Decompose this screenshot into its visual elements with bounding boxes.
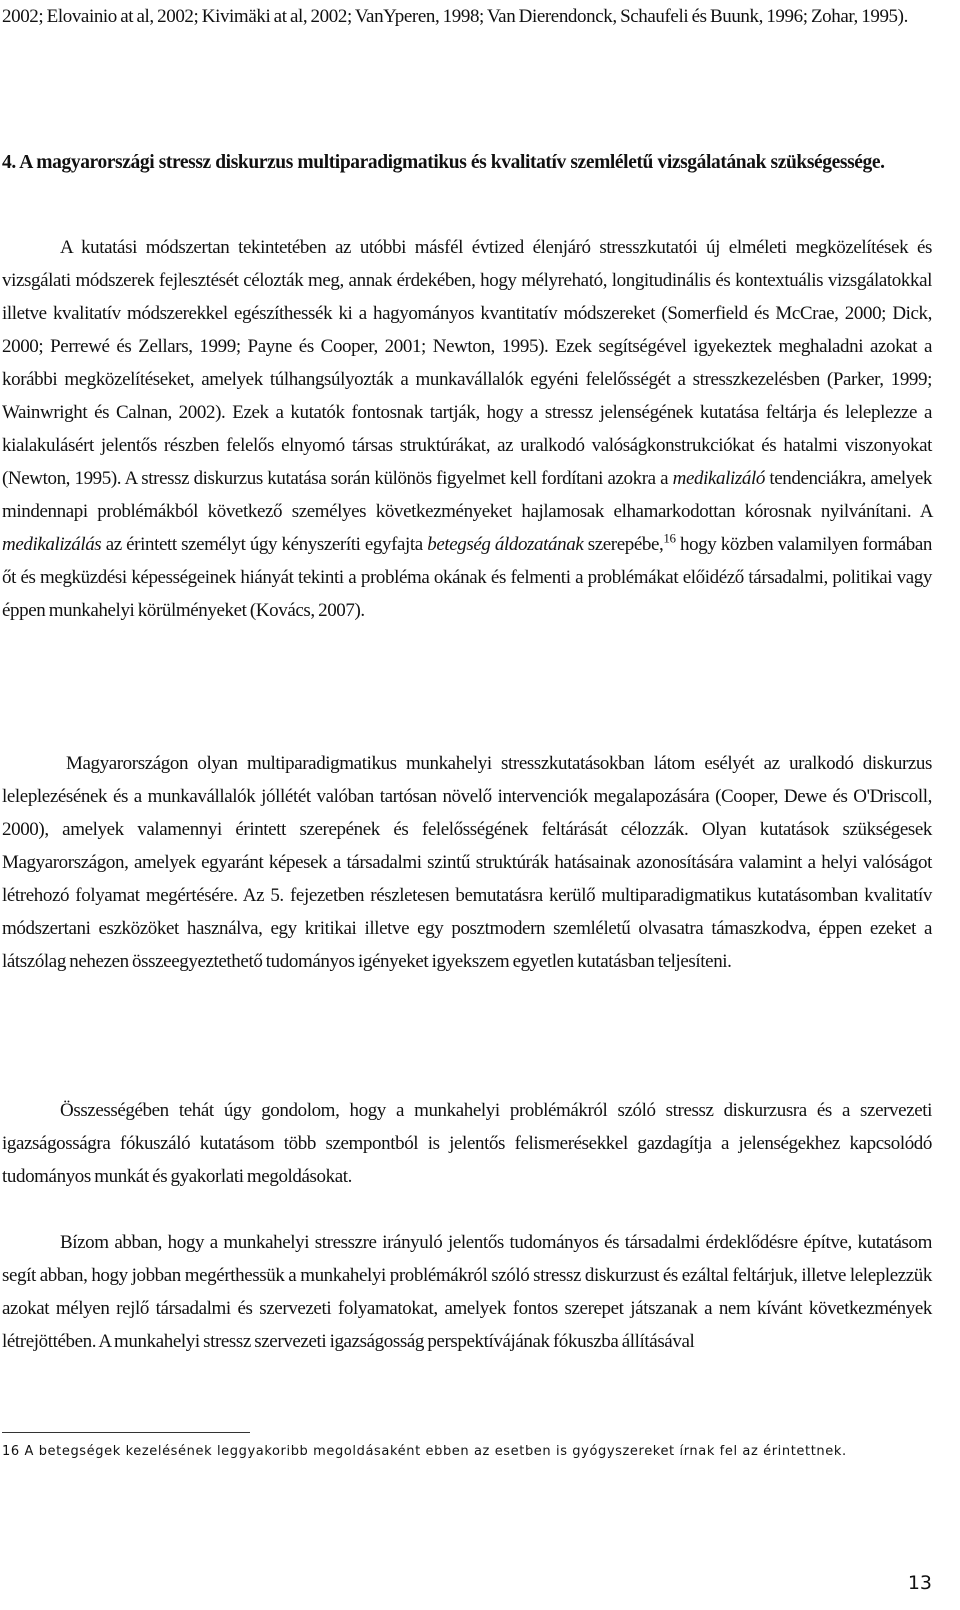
paragraph-summary (2, 1094, 932, 1193)
paragraph1-part1: A kutatási módszertan tekintetében az utóbbi másfél évtized élenjáró stresszkutatói új elméleti megközelítések és vizsgálati módszerek fejlesztését célozták meg, annak érdekében, hogy mélyreható, longitudinális és kontextuális vizsgálatokkal illetve kvalitatív módszerekkel egészíthessék ki a hagyományos kvantitatív módszereket (Somerfield és McCrae, 2000; Dick, 2000; Perrewé és Zellars, 1999; Payne és Cooper, 2001; Newton, 1995). Ezek segítségével igyekeztek meghaladni azokat a korábbi megközelítéseket, amelyek túlhangsúlyozták a munkavállalók egyéni felelősségét a stresszkezelésben (Parker, 1999; Wainwright és Calnan, 2002). Ezek a kutatók fontosnak tartják, hogy a stressz jelenségének kutatása feltárja és leleplezze a kialakulásért jelentős részben felelős elnyomó társas struktúrákat, az uralkodó valóságkonstrukciókat és hatalmi viszonyokat (Newton, 1995). A stressz diskurzus kutatása során különös figyelmet kell fordítani azokra a (2, 237, 932, 489)
paragraph3-text: Összességében tehát úgy gondolom, hogy a munkahelyi problémákról szóló stressz diskurzusra és a szervezeti igazságosságra fókuszáló kutatásom több szempontból is jelentős felismerésekkel gazdagítja a jelenségekhez kapcsolódó tudományos munkát és gyakorlati megoldásokat. (2, 1100, 932, 1187)
paragraph-conclusion (2, 1226, 932, 1358)
paragraph1-italic-medikalizalo: medikalizáló (672, 468, 765, 489)
paragraph2-text: Magyarországon olyan multiparadigmatikus munkahelyi stresszkutatásokban látom esélyét az uralkodó diskurzus leleplezésének és a munkavállalók jóllétét valóban tartósan növelő intervenciók megalapozására (Cooper, Dewe és O'Driscoll, 2000), amelyek valamennyi érintett szerepének és felelősségének feltárását célozzák. Olyan kutatások szükségesek Magyarországon, amelyek egyaránt képesek a társadalmi szintű struktúrák hatásainak azonosítására valamint a helyi valóságot létrehozó folyamat megértésére. Az 5. fejezetben részletesen bemutatásra kerülő multiparadigmatikus kutatásomban kvalitatív módszertani eszközöket használva, egy kritikai illetve egy posztmodern szemléletű olvasatra támaszkodva, éppen ezeket a látszólag nehezen összeegyeztethető tudományos igényeket igyekszem egyetlen kutatásban teljesíteni. (2, 753, 932, 972)
paragraph4-text: Bízom abban, hogy a munkahelyi stresszre irányuló jelentős tudományos és társadalmi érdeklődésre építve, kutatásom segít abban, hogy jobban megérthessük a munkahelyi problémákról szóló stressz diskurzust és ezáltal feltárjuk, illetve leleplezzük azokat mélyen rejlő társadalmi és szervezeti folyamatokat, amelyek fontos szerepet játszanak a nem kívánt következmények létrejöttében. A munkahelyi stressz szervezeti igazságosság perspektívájának fókuszba állításával (2, 1232, 932, 1352)
paragraph-research-methodology (2, 231, 932, 627)
footnote-divider (2, 1432, 250, 1433)
footnote-16: 16 A betegségek kezelésének leggyakoribb megoldásaként ebben az esetben is gyógyszereket írnak fel az érintettnek. (2, 1444, 847, 1459)
paragraph1-part3: az érintett személyt úgy kényszeríti egyfajta (105, 534, 423, 555)
footnote-reference-16[interactable]: 16 (663, 530, 676, 546)
paragraph1-italic-betegseg-aldozatanak: betegség áldozatának (427, 534, 584, 555)
intro-citation-text: 2002; Elovainio at al, 2002; Kivimäki at al, 2002; VanYperen, 1998; Van Dierendonck, Schaufeli és Buunk, 1996; Zohar, 1995). (2, 6, 908, 27)
paragraph1-italic-medikalizalas: medikalizálás (2, 534, 102, 555)
paragraph-hungary-research (2, 747, 932, 978)
paragraph1-part4: szerepébe, (587, 534, 664, 555)
paragraph1-part5: hogy közben valamilyen formában őt és megküzdési képességeinek hiányát tekinti a probléma okának és felmenti a problémákat előidéző társadalmi, politikai vagy éppen munkahelyi körülményeket (Kovács, 2007). (2, 534, 933, 621)
section-heading: 4. A magyarországi stressz diskurzus multiparadigmatikus és kvalitatív szemléletű vizsgálatának szükségessége. (2, 152, 885, 173)
page-number: 13 (907, 1572, 932, 1594)
paragraph1-part2: tendenciákra, amelyek mindennapi problémákból következő személyes következményeket hajlamosak elhamarkodottan kórosnak nyilvánítani. A (2, 468, 932, 522)
